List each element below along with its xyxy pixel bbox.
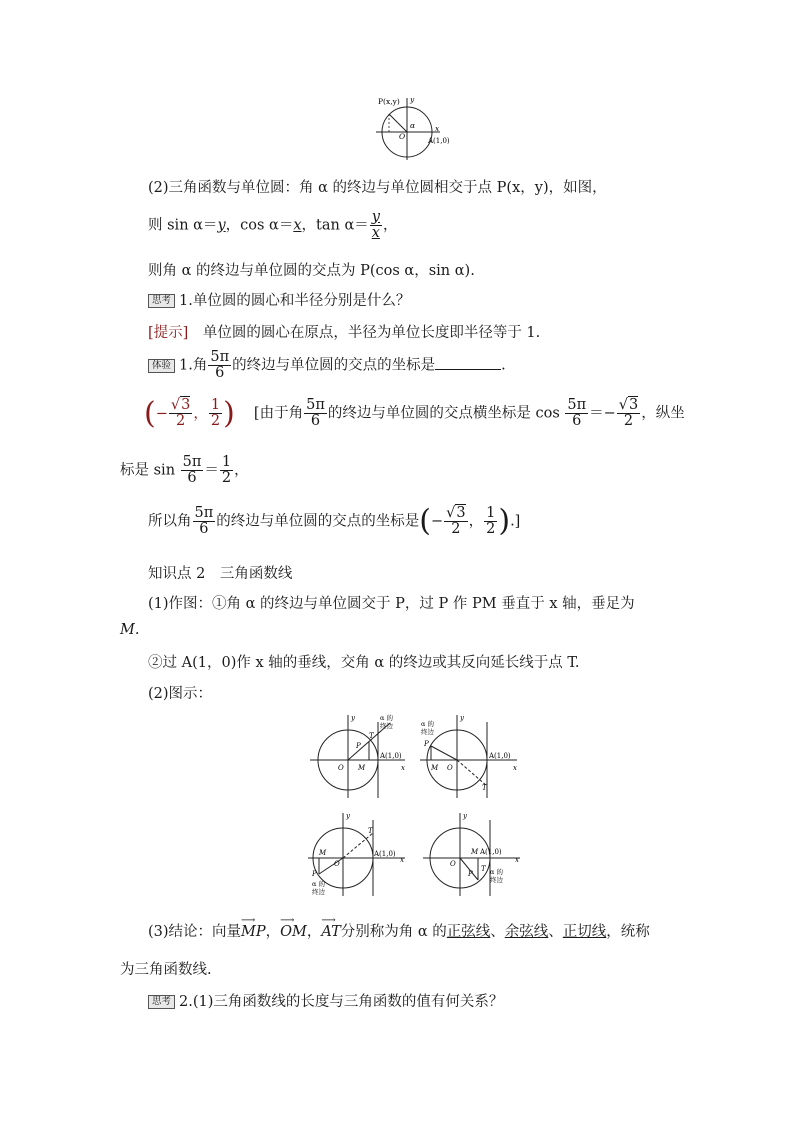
section-heading: 知识点 2 三角函数线	[148, 566, 293, 582]
svg-text:A(1,0): A(1,0)	[489, 752, 511, 760]
think-tag-icon: 思考	[148, 294, 175, 308]
svg-text:A(1,0): A(1,0)	[374, 850, 396, 858]
svg-text:P: P	[356, 742, 361, 750]
svg-text:终边: 终边	[490, 876, 503, 884]
vector-at: AT ⟶	[321, 915, 341, 940]
svg-text:M: M	[471, 848, 479, 856]
svg-text:O: O	[447, 764, 453, 772]
try-tag-icon: 体验	[148, 359, 175, 373]
fig1-a: A(1,0)	[428, 137, 450, 145]
drawing-step-1: (1)作图：①角 α 的终边与单位圆交于 P，过 P 作 PM 垂直于 x 轴，垂足为	[148, 596, 635, 612]
svg-text:O: O	[334, 860, 340, 868]
svg-text:P: P	[468, 870, 473, 878]
drawing-step-2: ②过 A(1，0)作 x 轴的垂线，交角 α 的终边或其反向延长线于点 T.	[148, 655, 580, 671]
svg-text:P: P	[424, 740, 429, 748]
svg-text:M: M	[319, 849, 327, 857]
quadrant-4-diagram	[420, 808, 530, 900]
hint-1: [提示] 单位圆的圆心在原点，半径为单位长度即半径等于 1.	[148, 325, 541, 341]
think-tag-icon: 思考	[148, 995, 175, 1009]
fig1-p: P(x,y)	[378, 97, 400, 106]
svg-text:α 的: α 的	[421, 720, 434, 728]
think-2: 思考 2.(1)三角函数线的长度与三角函数的值有何关系？	[148, 990, 503, 1011]
svg-text:x: x	[515, 856, 519, 864]
unit-circle-figure	[370, 92, 460, 164]
quadrant-2-diagram	[415, 710, 525, 802]
svg-text:α 的: α 的	[490, 868, 503, 876]
svg-text:y: y	[460, 714, 464, 722]
conclusion-line-2: 为三角函数线.	[120, 962, 212, 978]
tan-fraction: $\frac{y}{x}$	[371, 209, 380, 241]
svg-text:P: P	[312, 870, 317, 878]
vector-om: OM ⟶	[280, 915, 307, 940]
svg-text:A(1,0): A(1,0)	[380, 752, 402, 760]
vector-mp: MP ⟶	[241, 915, 266, 940]
svg-text:A(1,0): A(1,0)	[480, 848, 502, 856]
svg-text:T: T	[482, 784, 487, 792]
try-1: 体验 1.角 $\frac{5\pi}{6}$ 的终边与单位圆的交点的坐标是 .	[148, 350, 506, 381]
svg-text:x: x	[400, 856, 404, 864]
fig1-alpha: α	[410, 121, 416, 130]
quadrant-3-diagram	[305, 808, 415, 900]
svg-text:y: y	[346, 812, 350, 820]
svg-text:M: M	[358, 764, 366, 772]
drawing-step-1b: M.	[120, 622, 140, 638]
unit-circle-paragraph: (2)三角函数与单位圆：角 α 的终边与单位圆相交于点 P(x，y)，如图，	[148, 180, 607, 196]
svg-text:α 的: α 的	[380, 714, 393, 722]
svg-text:O: O	[450, 860, 456, 868]
answer-line-1: (− $\frac{√3}{2}$ ， $\frac{1}{2}$ ) [由于角 $\frac{5\pi}{6}$ 的终边与单位圆的交点横坐标是 cos $\frac{5\pi}{6}$ ＝− $\frac{√3}{2}$ ，纵坐	[144, 395, 685, 431]
answer-coordinate: (− $\frac{√3}{2}$ ， $\frac{1}{2}$ )	[144, 395, 235, 431]
svg-text:T: T	[368, 827, 373, 835]
think-1: 思考 1.单位圆的圆心和半径分别是什么？	[148, 289, 410, 310]
sin-cos-tan-line: 则 sin α＝y，cos α＝x，tan α＝ $\frac{y}{x}$ ，	[148, 209, 398, 241]
svg-text:终边: 终边	[421, 728, 434, 736]
answer-line-2: 标是 sin $\frac{5\pi}{6}$ ＝ $\frac{1}{2}$ ，	[120, 454, 249, 486]
svg-text:终边: 终边	[380, 722, 393, 730]
svg-text:O: O	[338, 764, 344, 772]
illustration-label: (2)图示：	[148, 686, 213, 702]
svg-text:α 的: α 的	[312, 880, 325, 888]
quadrant-1-diagram	[305, 710, 415, 802]
svg-text:y: y	[463, 812, 467, 820]
answer-line-3: 所以角 $\frac{5\pi}{6}$ 的终边与单位圆的交点的坐标是(− $\frac{√3}{2}$ ， $\frac{1}{2}$ ).]	[148, 503, 521, 539]
fig1-y: y	[410, 95, 415, 104]
intersection-point-line: 则角 α 的终边与单位圆的交点为 P(cos α，sin α).	[148, 263, 475, 279]
svg-text:x: x	[513, 764, 517, 772]
fig1-o: O	[399, 132, 406, 141]
svg-text:M: M	[431, 764, 439, 772]
svg-text:T: T	[369, 732, 374, 740]
svg-text:T: T	[481, 865, 486, 873]
svg-text:终边: 终边	[312, 888, 325, 896]
conclusion-line-1: (3)结论：向量MP ⟶ ，OM ⟶ ，AT ⟶ 分别称为角 α 的正弦线、余弦线、正切线，统称	[148, 915, 650, 940]
svg-text:y: y	[351, 714, 355, 722]
svg-text:x: x	[401, 764, 405, 772]
answer-blank	[435, 369, 501, 370]
fig1-x: x	[435, 124, 440, 133]
